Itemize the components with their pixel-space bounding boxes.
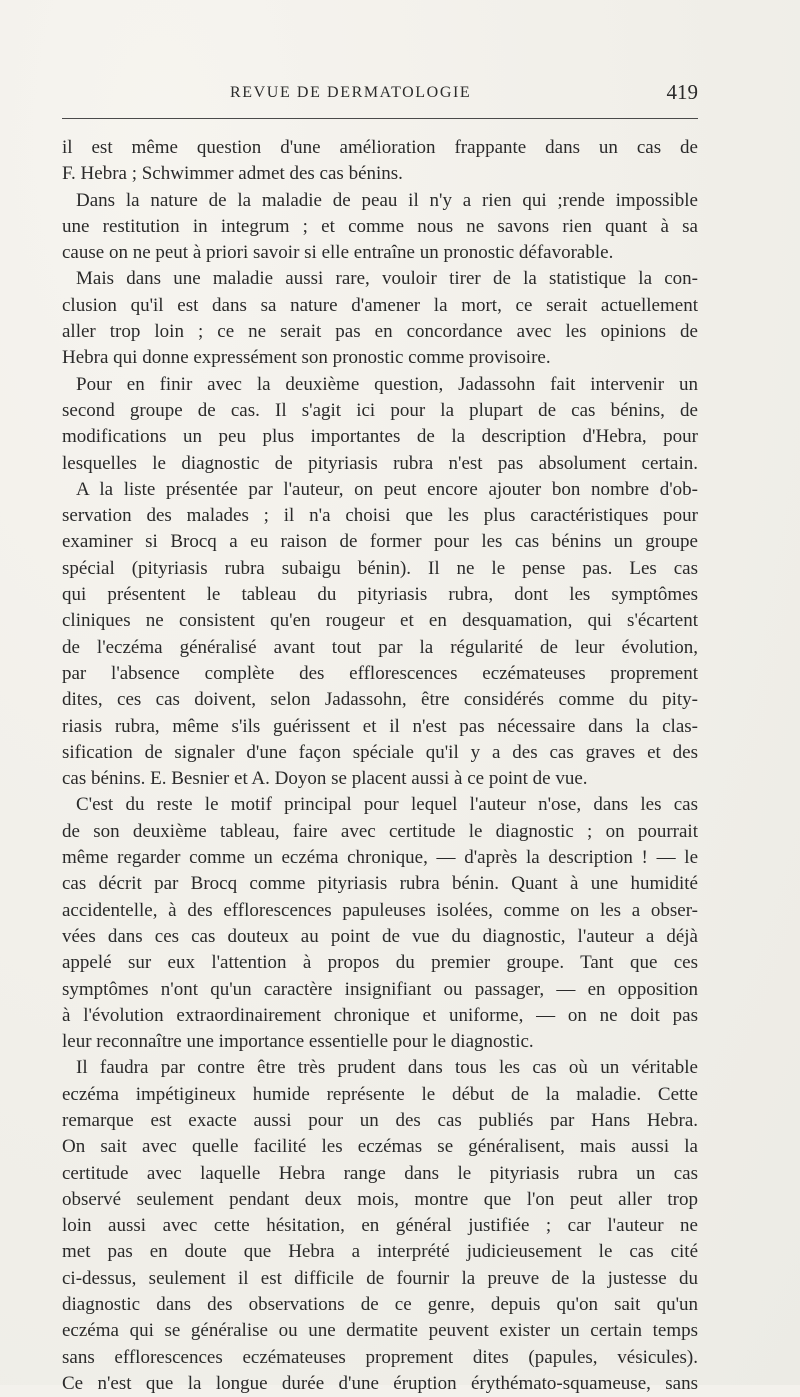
text-line: diagnostic dans des observations de ce genre, depuis qu'on sait qu'un [62,1294,698,1316]
text-line: examiner si Brocq a eu raison de former pour les cas bénins un groupe [62,531,698,553]
text-line: remarque est exacte aussi pour un des cas publiés par Hans Hebra. [62,1109,698,1131]
text-line: certitude avec laquelle Hebra range dans le pityriasis rubra un cas [62,1162,698,1184]
text-line: Pour en finir avec la deuxième question, Jadassohn fait intervenir un [76,373,698,395]
text-line: riasis rubra, même s'ils guérissent et il n'est pas nécessaire dans la clas- [62,715,698,737]
text-line: sans efflorescences eczémateuses proprement dites (papules, vésicules). [62,1346,698,1368]
text-line: F. Hebra ; Schwimmer admet des cas bénins. [62,163,403,185]
text-line: eczéma qui se généralise ou une dermatite peuvent exister un certain temps [62,1320,698,1342]
text-line: met pas en doute que Hebra a interprété judicieusement le cas cité [62,1241,698,1263]
page-number: 419 [666,80,698,104]
text-line: loin aussi avec cette hésitation, en général justifiée ; car l'auteur ne [62,1215,698,1237]
text-line: aller trop loin ; ce ne serait pas en concordance avec les opinions de [62,321,698,343]
text-line: qui présentent le tableau du pityriasis rubra, dont les symptômes [62,584,698,606]
text-line: spécial (pityriasis rubra subaigu bénin). Il ne le pense pas. Les cas [62,557,698,579]
text-line: par l'absence complète des efflorescences eczémateuses proprement [62,662,698,684]
text-line: cas bénins. E. Besnier et A. Doyon se placent aussi à ce point de vue. [62,768,588,790]
text-line: une restitution in integrum ; et comme nous ne savons rien quant à sa [62,215,698,237]
text-line: leur reconnaître une importance essentielle pour le diagnostic. [62,1031,534,1053]
body-text [62,135,698,1397]
text-line: modifications un peu plus importantes de la description d'Hebra, pour [62,426,698,448]
text-line: dites, ces cas doivent, selon Jadassohn, être considérés comme du pity- [62,689,698,711]
text-line: Hebra qui donne expressément son pronostic comme provisoire. [62,347,551,369]
text-line: même regarder comme un eczéma chronique, — d'après la description ! — le [62,847,698,869]
text-line: servation des malades ; il n'a choisi que les plus caractéristiques pour [62,505,698,527]
text-line: cause on ne peut à priori savoir si elle entraîne un pronostic défavorable. [62,242,614,264]
text-line: observé seulement pendant deux mois, montre que l'on peut aller trop [62,1188,698,1210]
text-line: Dans la nature de la maladie de peau il n'y a rien qui ;rende impossible [76,189,698,211]
text-line: Il faudra par contre être très prudent dans tous les cas où un véritable [76,1057,698,1079]
text-line: eczéma impétigineux humide représente le début de la maladie. Cette [62,1083,698,1105]
text-line: C'est du reste le motif principal pour lequel l'auteur n'ose, dans les cas [76,794,698,816]
text-line: cliniques ne consistent qu'en rougeur et en desquamation, qui s'écartent [62,610,698,632]
text-line: de son deuxième tableau, faire avec certitude le diagnostic ; on pourrait [62,820,698,842]
text-line: Mais dans une maladie aussi rare, vouloir tirer de la statistique la con- [76,268,698,290]
text-line: sification de signaler d'une façon spéciale qu'il y a des cas graves et des [62,741,698,763]
text-line: ci-dessus, seulement il est difficile de fournir la preuve de la justesse du [62,1267,698,1289]
text-line: lesquelles le diagnostic de pityriasis rubra n'est pas absolument certain. [62,452,698,474]
running-head: REVUE DE DERMATOLOGIE [230,84,472,101]
text-line: appelé sur eux l'attention à propos du premier groupe. Tant que ces [62,952,698,974]
text-line: symptômes n'ont qu'un caractère insignifiant ou passager, — en opposition [62,978,698,1000]
text-line: cas décrit par Brocq comme pityriasis rubra bénin. Quant à une humidité [62,873,698,895]
text-line: à l'évolution extraordinairement chronique et uniforme, — on ne doit pas [62,1004,698,1026]
text-line: Ce n'est que la longue durée d'une éruption érythémato-squameuse, sans [62,1372,698,1394]
header-rule [62,118,698,119]
text-line: il est même question d'une amélioration frappante dans un cas de [62,137,698,158]
text-line: clusion qu'il est dans sa nature d'amener la mort, ce serait actuellement [62,294,698,316]
text-line: vées dans ces cas douteux au point de vue du diagnostic, l'auteur a déjà [62,925,698,947]
text-line: de l'eczéma généralisé avant tout par la régularité de leur évolution, [62,636,698,658]
text-line: accidentelle, à des efflorescences papuleuses isolées, comme on les a obser- [62,899,698,921]
text-line: second groupe de cas. Il s'agit ici pour la plupart de cas bénins, de [62,399,698,421]
text-line: On sait avec quelle facilité les eczémas se généralisent, mais aussi la [62,1136,698,1158]
text-line: A la liste présentée par l'auteur, on peut encore ajouter bon nombre d'ob- [76,478,698,500]
